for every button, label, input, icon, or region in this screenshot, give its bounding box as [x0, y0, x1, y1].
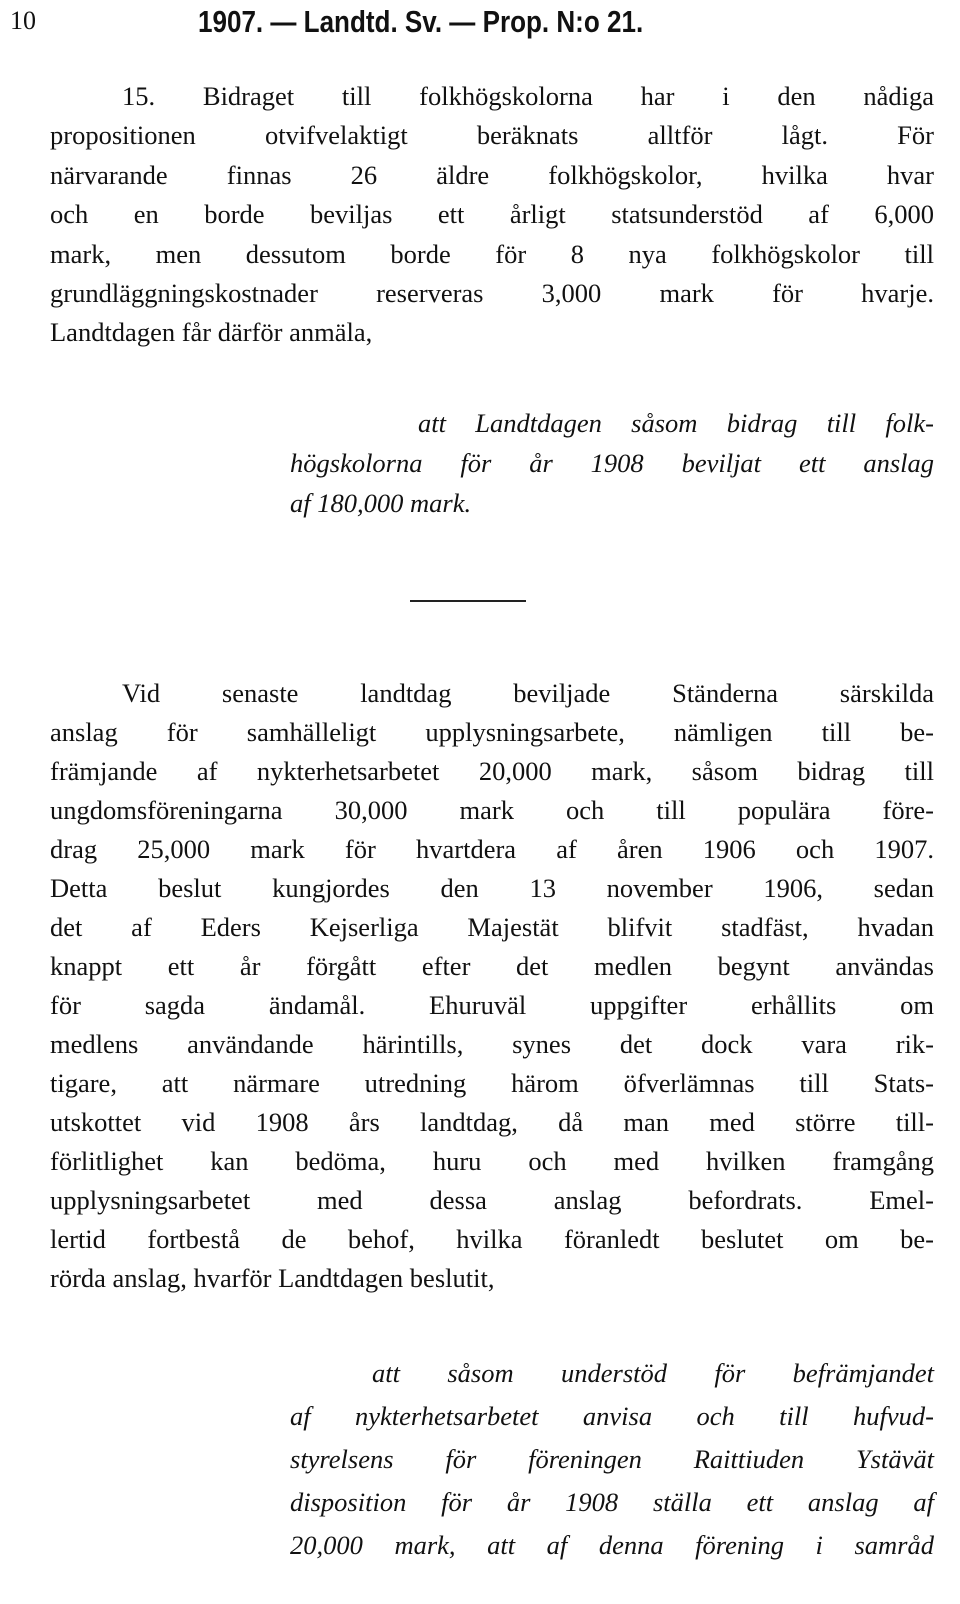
- section-vid-line-text: ungdomsföreningarna 30,000 mark och till populära före-: [50, 795, 934, 825]
- section-vid-line-1: [122, 675, 934, 713]
- section15-line-7: [50, 314, 934, 352]
- section15-line-text: närvarande finnas 26 äldre folkhögskolor, hvilka hvar: [50, 160, 934, 190]
- resolution1-line-1: [418, 405, 934, 443]
- section-vid-line-16: [50, 1260, 934, 1298]
- running-title: 1907. — Landtd. Sv. — Prop. N:o 21.: [198, 4, 644, 39]
- section-vid-line-text: det af Eders Kejserliga Majestät blifvit stadfäst, hvadan: [50, 912, 934, 942]
- resolution1-line-text: af 180,000 mark.: [290, 488, 472, 518]
- resolution2-line-2: [290, 1398, 934, 1436]
- section-vid-line-text: främjande af nykterhetsarbetet 20,000 mark, såsom bidrag till: [50, 756, 934, 786]
- section-vid-line-text: utskottet vid 1908 års landtdag, då man med större till-: [50, 1107, 934, 1137]
- section-vid-line-15: [50, 1221, 934, 1259]
- section-vid-line-text: Vid senaste landtdag beviljade Ständerna särskilda: [122, 678, 934, 708]
- section-vid-line-text: medlens användande härintills, synes det dock vara rik-: [50, 1029, 934, 1059]
- section-vid-line-text: tigare, att närmare utredning härom öfverlämnas till Stats-: [50, 1068, 934, 1098]
- section15-line-text: mark, men dessutom borde för 8 nya folkhögskolor till: [50, 239, 934, 269]
- section-vid-line-13: [50, 1143, 934, 1181]
- resolution2-line-text: 20,000 mark, att af denna förening i samråd: [290, 1530, 934, 1560]
- section-vid-line-text: lertid fortbestå de behof, hvilka föranledt beslutet om be-: [50, 1224, 934, 1254]
- section15-line-text: grundläggningskostnader reserveras 3,000 mark för hvarje.: [50, 278, 934, 308]
- section-vid-line-6: [50, 870, 934, 908]
- resolution2-line-4: [290, 1484, 934, 1522]
- resolution2-line-text: disposition för år 1908 ställa ett anslag af: [290, 1487, 934, 1517]
- resolution2-line-text: att såsom understöd för befrämjandet: [372, 1358, 934, 1388]
- section15-line-2: [50, 117, 934, 155]
- section-vid-line-11: [50, 1065, 934, 1103]
- section-vid-line-text: knappt ett år förgått efter det medlen begynt användas: [50, 951, 934, 981]
- resolution1-line-3: [290, 485, 934, 523]
- resolution2-line-5: [290, 1527, 934, 1565]
- section-vid-line-9: [50, 987, 934, 1025]
- section15-line-text: Landtdagen får därför anmäla,: [50, 317, 373, 347]
- section-vid-line-10: [50, 1026, 934, 1064]
- section-vid-line-8: [50, 948, 934, 986]
- section-vid-line-text: drag 25,000 mark för hvartdera af åren 1906 och 1907.: [50, 834, 934, 864]
- section15-line-1: [122, 78, 934, 116]
- page-header: [10, 4, 910, 44]
- resolution2-line-1: [372, 1355, 934, 1393]
- resolution2-line-3: [290, 1441, 934, 1479]
- resolution1-line-text: högskolorna för år 1908 beviljat ett anslag: [290, 448, 934, 478]
- resolution1-line-2: [290, 445, 934, 483]
- section-vid-line-14: [50, 1182, 934, 1220]
- section15-line-text: propositionen otvifvelaktigt beräknats alltför lågt. För: [50, 120, 934, 150]
- section15-line-5: [50, 236, 934, 274]
- section-vid-line-text: för sagda ändamål. Ehuruväl uppgifter erhållits om: [50, 990, 934, 1020]
- section-vid-line-text: Detta beslut kungjordes den 13 november 1906, sedan: [50, 873, 934, 903]
- section-separator: [410, 600, 526, 602]
- section-vid-line-5: [50, 831, 934, 869]
- resolution2-line-text: af nykterhetsarbetet anvisa och till hufvud-: [290, 1401, 934, 1431]
- section-vid-line-7: [50, 909, 934, 947]
- section-vid-line-text: upplysningsarbetet med dessa anslag befordrats. Emel-: [50, 1185, 934, 1215]
- section-vid-line-text: rörda anslag, hvarför Landtdagen beslutit,: [50, 1263, 495, 1293]
- section-vid-line-text: förlitlighet kan bedöma, huru och med hvilken framgång: [50, 1146, 934, 1176]
- section15-line-text: och en borde beviljas ett årligt statsunderstöd af 6,000: [50, 199, 934, 229]
- section-vid-line-4: [50, 792, 934, 830]
- section15-line-4: [50, 196, 934, 234]
- section15-line-6: [50, 275, 934, 313]
- page-number: 10: [10, 6, 36, 35]
- section15-line-text: 15. Bidraget till folkhögskolorna har i den nådiga: [122, 81, 934, 111]
- resolution2-line-text: styrelsens för föreningen Raittiuden Ystävät: [290, 1444, 934, 1474]
- section-vid-line-text: anslag för samhälleligt upplysningsarbete, nämligen till be-: [50, 717, 934, 747]
- section15-line-3: [50, 157, 934, 195]
- resolution1-line-text: att Landtdagen såsom bidrag till folk-: [418, 408, 934, 438]
- section-vid-line-2: [50, 714, 934, 752]
- section-vid-line-3: [50, 753, 934, 791]
- section-vid-line-12: [50, 1104, 934, 1142]
